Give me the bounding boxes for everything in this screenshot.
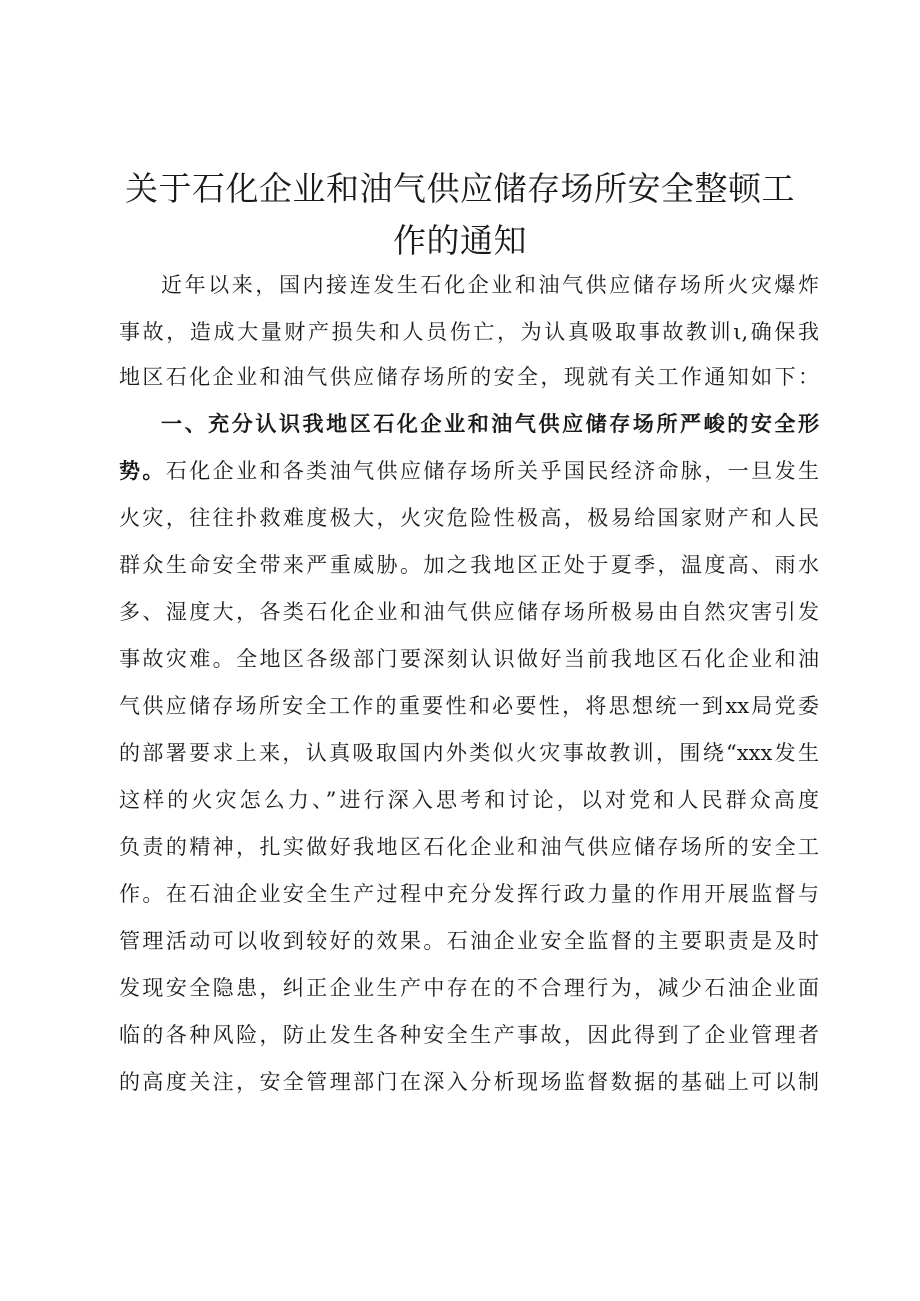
intro-line-3: 地区石化企业和油气供应储存场所的安全，现就有关工作通知如下： [119, 365, 819, 389]
body-line-4: 群众生命安全带来严重威胁。加之我地区正处于夏季，温度高、雨水 [119, 553, 819, 577]
section1-line-2-text: 石化企业和各类油气供应储存场所关乎国民经济命脉，一旦发生 [165, 459, 819, 483]
body-line-3: 火灾，往往扑救难度极大，火灾危险性极高，极易给国家财产和人民 [119, 506, 819, 530]
body-line-7: 气供应储存场所安全工作的重要性和必要性，将思想统一到xx局党委 [119, 694, 819, 718]
body-line-6: 事故灾难。全地区各级部门要深刻认识做好当前我地区石化企业和油 [119, 647, 819, 671]
body-line-5: 多、湿度大，各类石化企业和油气供应储存场所极易由自然灾害引发 [119, 600, 819, 624]
section1-heading-end: 势。 [119, 459, 166, 483]
section1-line-2 [119, 456, 819, 486]
body-line-13: 发现安全隐患，纠正企业生产中存在的不合理行为，减少石油企业面 [119, 976, 819, 1000]
body-line-12: 管理活动可以收到较好的效果。石油企业安全监督的主要职责是及时 [119, 929, 819, 953]
intro-line-2: 事故，造成大量财产损失和人员伤亡，为认真吸取事故教训ι,确保我 [119, 320, 819, 344]
body-line-15: 的高度关注，安全管理部门在深入分析现场监督数据的基础上可以制 [119, 1070, 819, 1094]
body-line-10: 负责的精神，扎实做好我地区石化企业和油气供应储存场所的安全工 [119, 835, 819, 859]
body-line-8: 的部署要求上来，认真吸取国内外类似火灾事故教训，围绕“xxx发生 [119, 741, 819, 765]
document-title-line-2: 作的通知 [393, 221, 527, 260]
document-title-line-1: 关于石化企业和油气供应储存场所安全整顿工 [125, 169, 795, 208]
body-line-11: 作。在石油企业安全生产过程中充分发挥行政力量的作用开展监督与 [119, 882, 819, 906]
intro-line-1: 近年以来，国内接连发生石化企业和油气供应储存场所火灾爆炸 [161, 273, 819, 297]
section1-heading: 一、充分认识我地区石化企业和油气供应储存场所严峻的安全形 [161, 412, 819, 436]
body-line-14: 临的各种风险，防止发生各种安全生产事故，因此得到了企业管理者 [119, 1023, 819, 1047]
body-line-9: 这样的火灾怎么力、”进行深入思考和讨论，以对党和人民群众高度 [119, 788, 819, 812]
